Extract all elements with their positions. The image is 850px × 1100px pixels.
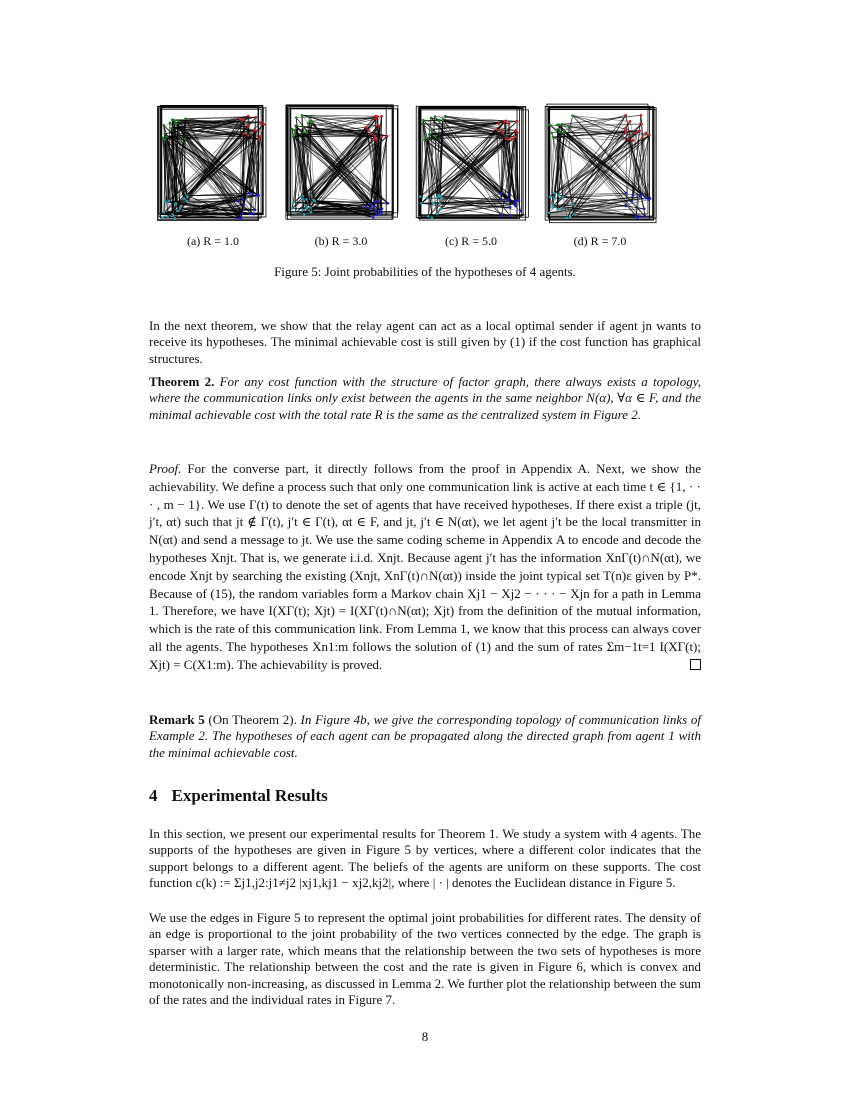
vertex: [304, 204, 307, 207]
vertex: [254, 209, 257, 212]
section-number: 4: [149, 786, 158, 805]
vertex: [309, 206, 312, 209]
vertex: [624, 114, 627, 117]
vertex: [369, 203, 372, 206]
vertex: [561, 196, 564, 199]
vertex: [514, 205, 517, 208]
vertex: [515, 129, 518, 132]
theorem-text: For any cost function with the structure of factor graph, there always exists a topology, where the communication links only exist between the agents in the same neighbor N(α), ∀α ∈ F, and the minimal achievable cost with the total rate R is the same as the centralized system in Figure 2.: [149, 374, 702, 422]
vertex: [310, 211, 313, 214]
vertex: [307, 122, 310, 125]
vertex: [247, 115, 250, 118]
vertex: [184, 117, 187, 120]
vertex: [258, 138, 261, 141]
vertex: [253, 213, 256, 216]
vertex: [370, 132, 373, 135]
vertex: [242, 132, 245, 135]
vertex: [419, 195, 422, 198]
subfigure-d: [536, 98, 664, 249]
vertex: [240, 216, 243, 219]
vertex: [373, 138, 376, 141]
vertex: [558, 131, 561, 134]
vertex: [624, 205, 627, 208]
vertex: [567, 126, 570, 129]
vertex: [238, 217, 241, 220]
vertex: [556, 128, 559, 131]
vertex: [514, 136, 517, 139]
qed-symbol: [690, 659, 701, 670]
vertex: [549, 196, 552, 199]
vertex: [638, 129, 641, 132]
vertex: [170, 127, 173, 130]
vertex: [516, 131, 519, 134]
vertex: [434, 115, 437, 118]
vertex: [311, 121, 314, 124]
vertex: [375, 118, 378, 121]
remark-ref: (On Theorem 2).: [208, 712, 297, 727]
vertex: [374, 135, 377, 138]
vertex: [175, 123, 178, 126]
vertex: [293, 130, 296, 133]
paragraph-intro: [149, 318, 701, 367]
vertex: [439, 202, 442, 205]
vertex: [248, 192, 251, 195]
vertex: [509, 193, 512, 196]
vertex: [179, 207, 182, 210]
paragraph-edges-text: We use the edges in Figure 5 to represent the optimal joint probabilities for different rates. The density of an edge is proportional to the joint probability of the two vertices connected by the edge. The graph is sparser with a larger rate, which means that the relationship between the two sets of hypotheses is more deterministic. The relationship between the cost and the rate is given in Figure 6, which is convex and monotonically non-increasing, as discussed in Lemma 2. We further plot the relationship between the sum of the rates and the individual rates in Figure 7.: [149, 910, 701, 1008]
vertex: [421, 123, 424, 126]
vertex: [427, 215, 430, 218]
vertex: [634, 132, 637, 135]
vertex: [308, 115, 311, 118]
vertex: [436, 212, 439, 215]
vertex: [438, 119, 441, 122]
vertex: [168, 200, 171, 203]
vertex: [632, 139, 635, 142]
vertex: [293, 201, 296, 204]
vertex: [553, 192, 556, 195]
vertex: [313, 200, 316, 203]
subfigure-a: [149, 98, 277, 249]
vertex: [249, 212, 252, 215]
vertex: [303, 213, 306, 216]
vertex: [186, 194, 189, 197]
vertex: [294, 212, 297, 215]
subfigure-b: [277, 98, 405, 249]
vertex: [641, 193, 644, 196]
vertex: [561, 207, 564, 210]
subfigure-caption-d: (d) R = 7.0: [573, 234, 627, 248]
vertex: [431, 128, 434, 131]
vertex: [163, 132, 166, 135]
vertex: [639, 216, 642, 219]
vertex: [183, 197, 186, 200]
vertex: [571, 114, 574, 117]
vertex: [306, 207, 309, 210]
vertex: [292, 135, 295, 138]
figure-caption: Figure 5: Joint probabilities of the hypotheses of 4 agents.: [274, 264, 576, 279]
vertex: [422, 119, 425, 122]
vertex: [430, 117, 433, 120]
graph-plot-b: [279, 98, 403, 228]
vertex: [648, 134, 651, 137]
vertex: [164, 138, 167, 141]
vertex: [376, 115, 379, 118]
subfigure-caption-a: (a) R = 1.0: [186, 234, 240, 248]
subfigure-c: [407, 98, 535, 249]
vertex: [630, 200, 633, 203]
vertex: [503, 121, 506, 124]
vertex: [305, 198, 308, 201]
vertex: [177, 210, 180, 213]
vertex: [255, 116, 258, 119]
vertex: [377, 200, 380, 203]
vertex: [291, 128, 294, 131]
vertex: [641, 137, 644, 140]
vertex: [247, 124, 250, 127]
vertex: [636, 216, 639, 219]
vertex: [373, 205, 376, 208]
page-number: 8: [421, 1029, 429, 1044]
vertex: [175, 203, 178, 206]
vertex: [434, 135, 437, 138]
paragraph-experiments: [149, 826, 701, 892]
vertex: [518, 199, 521, 202]
vertex: [632, 194, 635, 197]
vertex: [444, 115, 447, 118]
vertex: [432, 202, 435, 205]
vertex: [500, 192, 503, 195]
vertex: [177, 120, 180, 123]
vertex: [256, 194, 259, 197]
vertex: [306, 132, 309, 135]
vertex: [501, 129, 504, 132]
graph-plot-d: [538, 98, 662, 228]
vertex: [365, 206, 368, 209]
vertex: [377, 124, 380, 127]
vertex: [442, 119, 445, 122]
vertex: [295, 116, 298, 119]
vertex: [291, 207, 294, 210]
proof-text: For the converse part, it directly follows from the proof in Appendix A. Next, we show the achievability. We define a process such that only one communication link is active at each time t ∈ {1, · · · , m − 1}. We use Γ(t) to denote the set of agents that have received hypotheses. If there exist a triple (jt, j′t, αt) such that jt ∉ Γ(t), j′t ∈ Γ(t), αt ∈ F, and jt, j′t ∈ N(αt), we let agent j′t be the local transmitter in N(αt) and send a message to jt. We use the same coding scheme in Appendix A to encode and decode the hypotheses Xnjt. That is, we generate i.i.d. Xnjt. Because agent j′t has the information XnΓ(t)∩N(αt), we encode Xnjt by searching the existing (Xnjt, XnΓ(t)∩N(αt)) inside the joint typical set T(n)ε given by P*. Because of (15), the random variables form a Markov chain Xj1 − Xj2 − · · · − Xjn for a path in Lemma 1. Therefore, we have I(XΓ(t); Xjt) = I(XΓ(t)∩N(αt); Xjt) from the definition of the mutual information, which is the rate of this communication link. From Lemma 1, we know that this process can always cover all the agents. The hypotheses Xn1:m follows the solution of (1) and the sum of rates Σm−1t=1 I(XΓ(t); Xjt) = C(X1:m). The achievability is proved.: [149, 461, 701, 672]
vertex: [373, 210, 376, 213]
remark-text: In Figure 4b, we give the corresponding topology of communication links of Example 2. The hypotheses of each agent can be propagated along the directed graph from agent 1 with the minimal achievable cost.: [149, 712, 702, 760]
vertex: [556, 208, 559, 211]
subfigure-caption-c: (c) R = 5.0: [444, 234, 498, 248]
vertex: [438, 194, 441, 197]
vertex: [508, 200, 511, 203]
vertex: [497, 122, 500, 125]
vertex: [440, 208, 443, 211]
vertex: [247, 134, 250, 137]
proof-block: [149, 460, 701, 674]
vertex: [500, 215, 503, 218]
section-heading: [149, 786, 328, 806]
vertex: [426, 197, 429, 200]
vertex: [301, 114, 304, 117]
vertex: [640, 114, 643, 117]
theorem-label: Theorem 2.: [149, 374, 215, 389]
vertex: [640, 123, 643, 126]
vertex: [301, 209, 304, 212]
vertex: [184, 138, 187, 141]
vertex: [387, 202, 390, 205]
vertex: [376, 213, 379, 216]
vertex: [379, 209, 382, 212]
vertex: [169, 122, 172, 125]
vertex: [557, 194, 560, 197]
vertex: [508, 122, 511, 125]
vertex: [647, 198, 650, 201]
vertex: [380, 211, 383, 214]
vertex: [512, 137, 515, 140]
vertex: [624, 130, 627, 133]
section-title: Experimental Results: [171, 786, 328, 805]
vertex: [509, 215, 512, 218]
vertex: [548, 123, 551, 126]
vertex: [186, 200, 189, 203]
vertex: [260, 121, 263, 124]
vertex: [507, 137, 510, 140]
vertex: [420, 202, 423, 205]
vertex: [645, 132, 648, 135]
vertex: [643, 207, 646, 210]
paragraph-experiments-text: In this section, we present our experimental results for Theorem 1. We study a system with 4 agents. The supports of the hypotheses are given in Figure 5 by vertices, where a different color indicates that the support belongs to a different agent. The beliefs of the agents are uniform on these supports. The cost function c(k) := Σj1,j2:j1≠j2 |xj1,kj1 − xj2,kj2|, where | · | denotes the Euclidean distance in Figure 5.: [149, 826, 701, 891]
vertex: [239, 118, 242, 121]
vertex: [561, 123, 564, 126]
vertex: [519, 210, 522, 213]
vertex: [552, 204, 555, 207]
vertex: [372, 216, 375, 219]
vertex: [566, 217, 569, 220]
vertex: [174, 217, 177, 220]
vertex: [625, 127, 628, 130]
vertex: [365, 126, 368, 129]
remark-label: Remark 5: [149, 712, 205, 727]
vertex: [243, 203, 246, 206]
vertex: [241, 198, 244, 201]
paragraph-edges: [149, 910, 701, 1008]
vertex: [301, 195, 304, 198]
vertex: [629, 120, 632, 123]
vertex: [302, 198, 305, 201]
vertex: [436, 196, 439, 199]
graph-plot-a: [151, 98, 275, 228]
vertex: [163, 124, 166, 127]
vertex: [252, 193, 255, 196]
theorem-2: [149, 374, 701, 423]
vertex: [563, 129, 566, 132]
vertex: [644, 215, 647, 218]
vertex: [427, 137, 430, 140]
vertex: [551, 132, 554, 135]
figure-5: [149, 98, 701, 258]
vertex: [514, 202, 517, 205]
vertex: [302, 131, 305, 134]
vertex: [242, 119, 245, 122]
vertex: [627, 138, 630, 141]
vertex: [573, 213, 576, 216]
vertex: [386, 135, 389, 138]
paragraph-intro-text: In the next theorem, we show that the relay agent can act as a local optimal sender if agent jn wants to receive its hypotheses. The minimal achievable cost is still given by (1) if the cost function has graphical structures.: [149, 318, 701, 366]
vertex: [501, 132, 504, 135]
vertex: [171, 213, 174, 216]
vertex: [253, 129, 256, 132]
vertex: [440, 197, 443, 200]
proof-label: Proof.: [149, 461, 182, 476]
vertex: [572, 203, 575, 206]
vertex: [241, 212, 244, 215]
vertex: [548, 212, 551, 215]
vertex: [259, 135, 262, 138]
remark-5: [149, 712, 701, 761]
vertex: [429, 133, 432, 136]
vertex: [294, 124, 297, 127]
vertex: [380, 115, 383, 118]
vertex: [516, 120, 519, 123]
vertex: [423, 138, 426, 141]
vertex: [374, 200, 377, 203]
vertex: [302, 126, 305, 129]
vertex: [378, 213, 381, 216]
vertex: [162, 216, 165, 219]
graph-plot-c: [409, 98, 533, 228]
vertex: [165, 201, 168, 204]
subfigure-caption-b: (b) R = 3.0: [314, 234, 368, 248]
vertex: [553, 197, 556, 200]
vertex: [237, 200, 240, 203]
vertex: [166, 135, 169, 138]
vertex: [166, 215, 169, 218]
vertex: [380, 136, 383, 139]
vertex: [625, 192, 628, 195]
vertex: [431, 216, 434, 219]
vertex: [161, 136, 164, 139]
vertex: [367, 129, 370, 132]
vertex: [263, 123, 266, 126]
vertex: [569, 215, 572, 218]
vertex: [500, 198, 503, 201]
vertex: [556, 123, 559, 126]
vertex: [509, 206, 512, 209]
vertex: [294, 132, 297, 135]
vertex: [645, 197, 648, 200]
vertex: [639, 195, 642, 198]
vertex: [163, 211, 166, 214]
vertex: [369, 207, 372, 210]
vertex: [552, 136, 555, 139]
vertex: [172, 119, 175, 122]
vertex: [495, 128, 498, 131]
